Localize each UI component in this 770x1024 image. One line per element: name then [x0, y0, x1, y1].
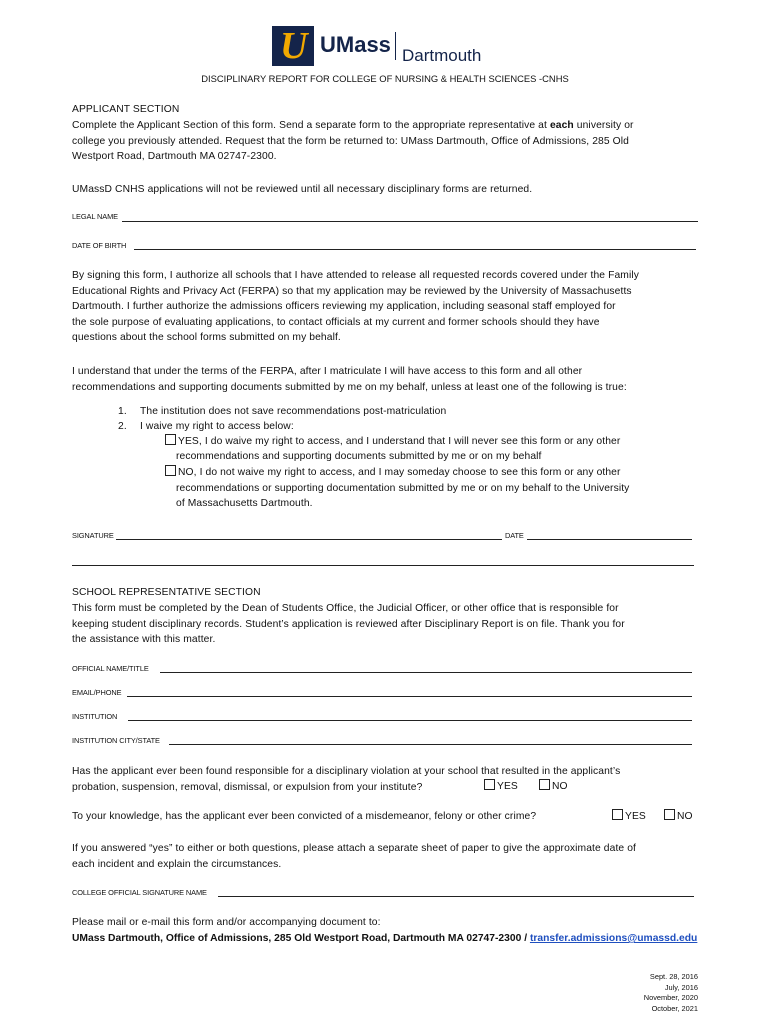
- mail-address: [72, 931, 697, 946]
- question-2-no: [664, 809, 693, 825]
- mail-instructions: Please mail or e-mail this form and/or accompanying document to:: [72, 917, 381, 928]
- section-divider: [72, 565, 694, 566]
- list-text: I waive my right to access below:: [140, 421, 294, 432]
- review-notice: UMassD CNHS applications will not be reviewed until all necessary disciplinary forms are returned.: [72, 184, 533, 195]
- school-intro-line: the assistance with this matter.: [72, 634, 216, 645]
- attach-line: each incident and explain the circumstances.: [72, 858, 282, 870]
- waive-no-text-3: of Massachusetts Dartmouth.: [176, 498, 313, 509]
- revision-date: October, 2021: [651, 1003, 698, 1013]
- no-label: NO: [552, 781, 568, 792]
- official-signature-label: COLLEGE OFFICIAL SIGNATURE NAME: [72, 888, 207, 897]
- document-title: DISCIPLINARY REPORT FOR COLLEGE OF NURSING & HEALTH SCIENCES -CNHS: [201, 73, 569, 84]
- question-1-yes: [484, 779, 518, 795]
- list-text: The institution does not save recommendations post-matriculation: [140, 406, 447, 417]
- logo-divider: [395, 32, 396, 60]
- school-intro: [72, 601, 712, 648]
- signature-field[interactable]: [116, 539, 502, 540]
- institution-label: INSTITUTION: [72, 712, 118, 721]
- question-1-yes-checkbox[interactable]: [484, 779, 495, 790]
- authorization-paragraph: [72, 268, 712, 346]
- list-item-2: [118, 419, 294, 435]
- list-number: 1.: [118, 406, 127, 417]
- yes-label: YES: [497, 781, 518, 792]
- list-item-1: [118, 404, 446, 420]
- official-name-field[interactable]: [160, 672, 692, 673]
- revision-date: Sept. 28, 2016: [649, 972, 698, 981]
- logo-name-bold: UMass: [320, 32, 391, 57]
- revision-date: July, 2016: [664, 982, 698, 992]
- date-field[interactable]: [527, 539, 692, 540]
- email-link[interactable]: transfer.admissions@umassd.edu: [529, 933, 698, 944]
- date-label: DATE: [505, 531, 524, 540]
- auth-line: the sole purpose of evaluating applications, to contact officials at my current and former schools should they have: [72, 316, 600, 328]
- question-2: To your knowledge, has the applicant ever been convicted of a misdemeanor, felony or other crime?: [72, 811, 537, 822]
- logo-mark-icon: [272, 26, 314, 66]
- waive-yes-option: [165, 434, 620, 450]
- dob-label: DATE OF BIRTH: [72, 241, 127, 250]
- yes-label: YES: [625, 811, 646, 822]
- waive-no-checkbox[interactable]: [165, 465, 176, 476]
- applicant-section-heading: APPLICANT SECTION: [72, 104, 180, 115]
- applicant-intro: [72, 118, 712, 165]
- question-1-line-2: probation, suspension, removal, dismissal, or expulsion from your institute?: [72, 781, 423, 793]
- no-label: NO: [677, 811, 693, 822]
- question-2-yes-checkbox[interactable]: [612, 809, 623, 820]
- question-1-line-1: Has the applicant ever been found responsible for a disciplinary violation at your school that resulted in the applicant’s: [72, 766, 621, 777]
- dob-field[interactable]: [134, 249, 696, 250]
- attach-line: If you answered “yes” to either or both questions, please attach a separate sheet of paper to give the approximate date of: [72, 843, 636, 854]
- official-name-label: OFFICIAL NAME/TITLE: [72, 664, 149, 673]
- question-2-yes: [612, 809, 646, 825]
- umass-dartmouth-logo: [272, 26, 512, 70]
- intro-line-2: college you previously attended. Request that the form be returned to: UMass Dartmouth, Office of Admissions, 285 Old: [72, 135, 629, 147]
- waive-yes-text-2: recommendations and supporting documents submitted by me or on my behalf: [176, 451, 542, 462]
- ferpa-paragraph: [72, 364, 712, 395]
- waive-no-text-2: recommendations or supporting documentation submitted by me or on my behalf to the University: [176, 483, 630, 494]
- intro-bold: each: [549, 120, 574, 131]
- auth-line: questions about the school forms submitted on my behalf.: [72, 332, 341, 343]
- question-1: [72, 764, 712, 795]
- auth-line: By signing this form, I authorize all schools that I have attended to release all requested records covered under the Family: [72, 270, 640, 281]
- logo-name-light: Dartmouth: [402, 46, 482, 65]
- institution-field[interactable]: [128, 720, 692, 721]
- official-signature-field[interactable]: [218, 896, 694, 897]
- revision-date: November, 2020: [643, 993, 698, 1002]
- waive-yes-text: YES, I do waive my right to access, and I understand that I will never see this form or any other: [178, 436, 621, 447]
- waive-yes-checkbox[interactable]: [165, 434, 176, 445]
- ferpa-line: recommendations and supporting documents submitted by me on my behalf, unless at least one of the following is true:: [72, 381, 627, 393]
- mailing-address: UMass Dartmouth, Office of Admissions, 285 Old Westport Road, Dartmouth MA 02747-2300 /: [72, 933, 530, 944]
- waive-no-option: [165, 465, 621, 481]
- signature-label: SIGNATURE: [72, 531, 114, 540]
- logo-mark-letter: U: [280, 25, 308, 67]
- attach-instructions: [72, 841, 712, 872]
- email-phone-field[interactable]: [127, 696, 692, 697]
- waive-no-text: NO, I do not waive my right to access, and I may someday choose to see this form or any other: [178, 467, 621, 478]
- legal-name-label: LEGAL NAME: [72, 212, 118, 221]
- list-number: 2.: [118, 421, 127, 432]
- school-section-heading: SCHOOL REPRESENTATIVE SECTION: [72, 587, 261, 598]
- institution-city-field[interactable]: [169, 744, 692, 745]
- auth-line: Educational Rights and Privacy Act (FERPA) so that my application may be reviewed by the University of Massachusetts: [72, 285, 632, 297]
- auth-line: Dartmouth. I further authorize the admissions officers reviewing my application, including seasonal staff employed for: [72, 301, 616, 312]
- institution-city-label: INSTITUTION CITY/STATE: [72, 736, 160, 745]
- ferpa-line: I understand that under the terms of the FERPA, after I matriculate I will have access to this form and all other: [72, 366, 583, 377]
- legal-name-field[interactable]: [122, 221, 698, 222]
- school-intro-line: keeping student disciplinary records. Student’s application is reviewed after Disciplinary Report is on file. Thank you for: [72, 618, 625, 630]
- school-intro-line: This form must be completed by the Dean of Students Office, the Judicial Officer, or other office that is responsible for: [72, 603, 619, 614]
- revision-dates: [644, 972, 698, 1014]
- intro-line-3: Westport Road, Dartmouth MA 02747-2300.: [72, 151, 277, 162]
- email-phone-label: EMAIL/PHONE: [72, 688, 122, 697]
- question-1-no-checkbox[interactable]: [539, 779, 550, 790]
- intro-text-1: Complete the Applicant Section of this form. Send a separate form to the appropriate representative at: [72, 120, 550, 131]
- intro-text-2: university or: [573, 120, 634, 131]
- question-1-no: [539, 779, 568, 795]
- question-2-no-checkbox[interactable]: [664, 809, 675, 820]
